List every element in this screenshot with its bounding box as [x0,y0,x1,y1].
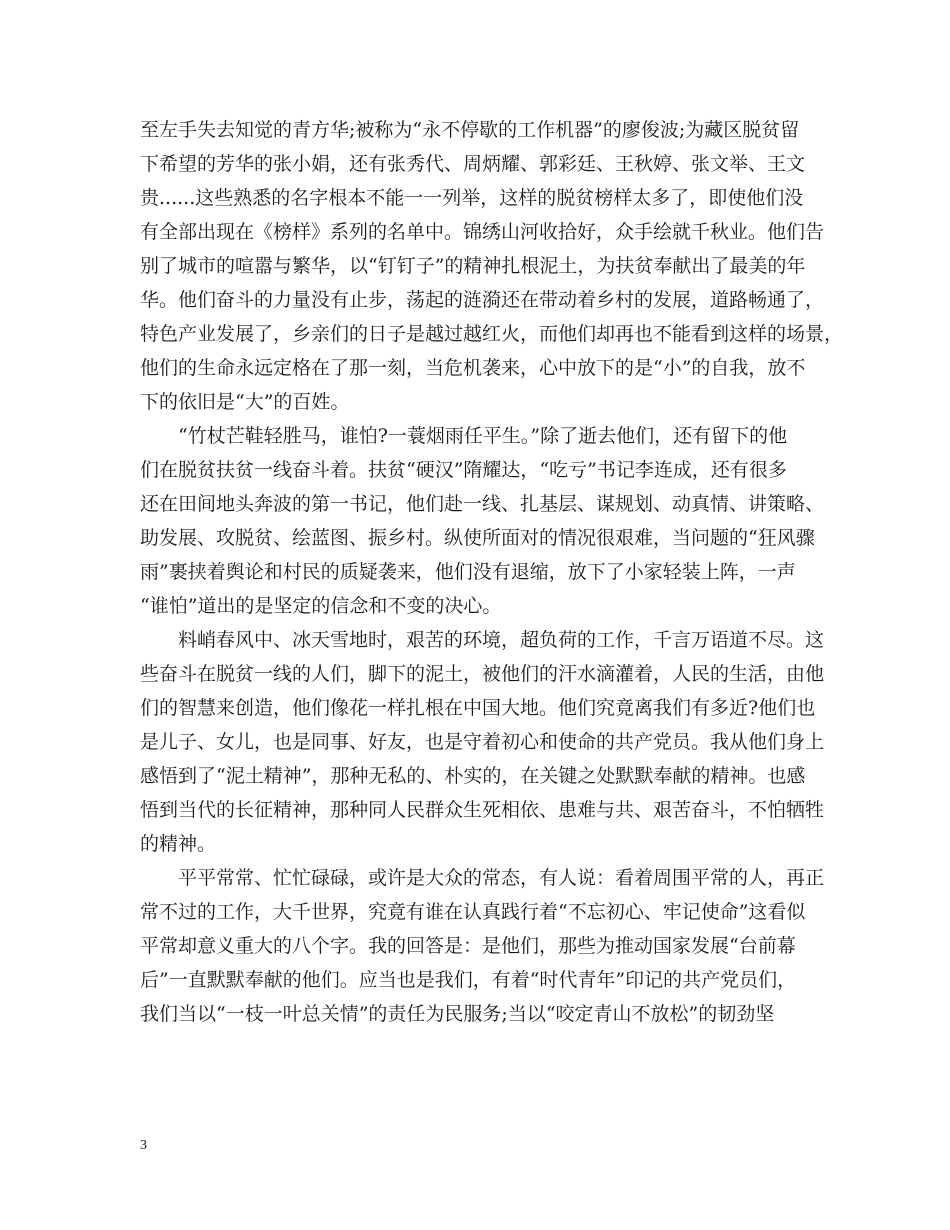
text-line: 华。他们奋斗的力量没有止步，荡起的涟漪还在带动着乡村的发展，道路畅通了， [140,289,825,311]
text-line: 至左手失去知觉的青方华;被称为“永不停歇的工作机器”的廖俊波;为藏区脱贫留 [140,119,800,141]
text-line: 悟到当代的长征精神，那种同人民群众生死相依、患难与共、艰苦奋斗，不怕牺牲 [140,799,825,821]
text-line: 我们当以“一枝一叶总关情”的责任为民服务;当以“咬定青山不放松”的韧劲坚 [140,1003,775,1025]
text-line: 下的依旧是“大”的百姓。 [140,391,350,413]
text-line: 下希望的芳华的张小娟，还有张秀代、周炳耀、郭彩廷、王秋婷、张文举、王文 [140,153,806,175]
text-line: 雨”裹挟着舆论和村民的质疑袭来，他们没有退缩，放下了小家轻装上阵，一声 [140,561,796,583]
paragraph-start-line: 料峭春风中、冰天雪地时，艰苦的环境，超负荷的工作，千言万语道不尽。这 [178,629,825,651]
text-line: 助发展、攻脱贫、绘蓝图、振乡村。纵使所面对的情况很艰难，当问题的“狂风骤 [140,527,815,549]
text-line: 们的智慧来创造，他们像花一样扎根在中国大地。他们究竟离我们有多近?他们也 [140,697,816,719]
text-line: 特色产业发展了，乡亲们的日子是越过越红火，而他们却再也不能看到这样的场景， [140,323,844,345]
text-line: 的精神。 [140,833,217,855]
text-line: 还在田间地头奔波的第一书记，他们赴一线、扎基层、谋规划、动真情、讲策略、 [140,493,825,515]
text-line: 们在脱贫扶贫一线奋斗着。扶贫“硬汉”隋耀达，“吃亏”书记李连成，还有很多 [140,459,787,481]
text-line: 感悟到了“泥土精神”，那种无私的、朴实的，在关键之处默默奉献的精神。也感 [140,765,806,787]
text-line: 常不过的工作，大千世界，究竟有谁在认真践行着“不忘初心、牢记使命”这看似 [140,901,806,923]
text-line: 贵......这些熟悉的名字根本不能一一列举，这样的脱贫榜样太多了，即使他们没 [140,187,804,209]
paragraph-start-line: “竹杖芒鞋轻胜马，谁怕?一蓑烟雨任平生。”除了逝去他们，还有留下的他 [178,425,788,447]
text-line: 有全部出现在《榜样》系列的名单中。锦绣山河收拾好，众手绘就千秋业。他们告 [140,221,825,243]
text-line: 平常却意义重大的八个字。我的回答是：是他们，那些为推动国家发展“台前幕 [140,935,796,957]
page-number: 3 [140,1138,147,1153]
paragraph-start-line: 平平常常、忙忙碌碌，或许是大众的常态，有人说：看着周围平常的人，再正 [178,867,825,889]
text-line: 他们的生命永远定格在了那一刻，当危机袭来，心中放下的是“小”的自我，放不 [140,357,806,379]
text-line: “谁怕”道出的是坚定的信念和不变的决心。 [140,595,502,617]
text-line: 后”一直默默奉献的他们。应当也是我们，有着“时代青年”印记的共产党员们， [140,969,797,991]
text-line: 别了城市的喧嚣与繁华，以“钉钉子”的精神扎根泥土，为扶贫奉献出了最美的年 [140,255,806,277]
text-line: 是儿子、女儿，也是同事、好友，也是守着初心和使命的共产党员。我从他们身上 [140,731,825,753]
text-line: 些奋斗在脱贫一线的人们，脚下的泥土，被他们的汗水滴灌着，人民的生活，由他 [140,663,825,685]
document-body [140,113,844,1031]
